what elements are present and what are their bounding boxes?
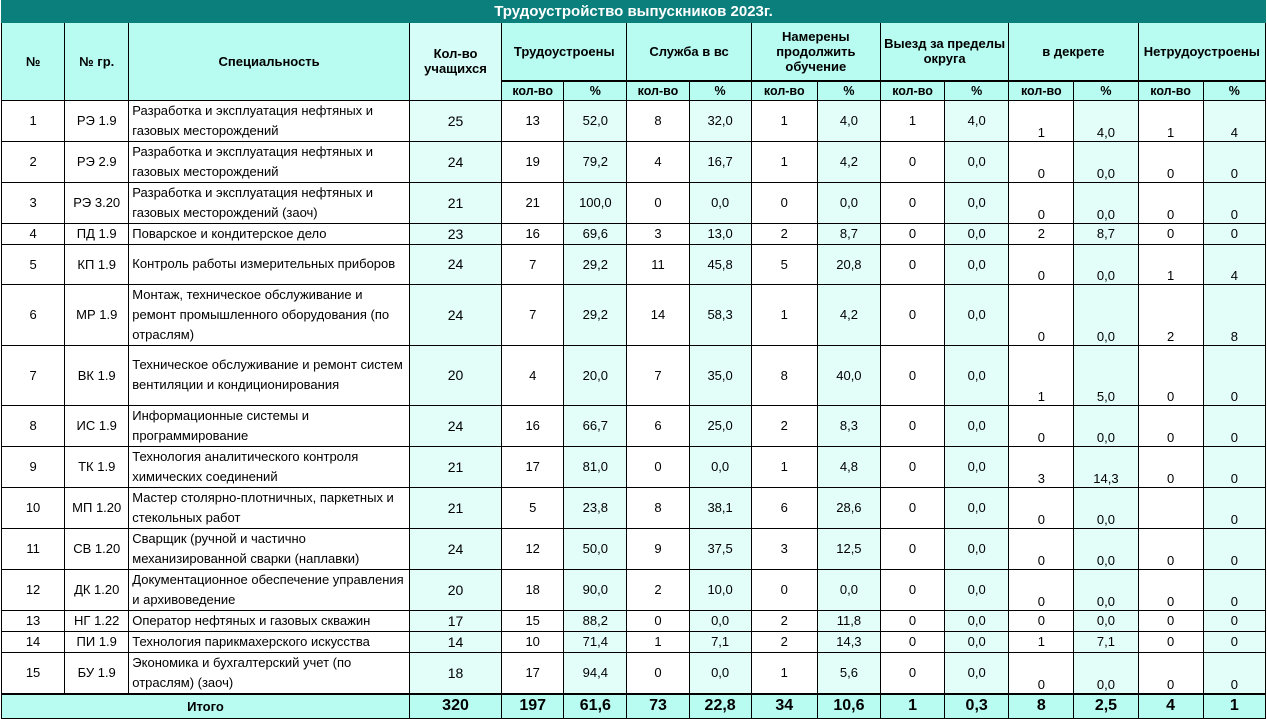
row-army-count: 4: [627, 141, 689, 182]
header-leave: Выезд за пределы округа: [880, 23, 1008, 81]
header-army: Служба в вс: [627, 23, 751, 81]
total-label: Итого: [2, 694, 410, 719]
row-army-percent: 10,0: [689, 569, 751, 610]
table-row: [2, 182, 1266, 223]
row-specialty: Техническое обслуживание и ремонт систем вентиляции и кондиционирования: [129, 345, 410, 405]
row-unemployed-count: [1138, 487, 1203, 528]
row-specialty: Разработка и эксплуатация нефтяных и газовых месторождений: [129, 141, 410, 182]
row-leave-count: 0: [880, 569, 944, 610]
row-leave-percent: 0,0: [945, 528, 1009, 569]
row-maternity-count: 1: [1009, 100, 1074, 141]
row-unemployed-percent: 8: [1203, 284, 1265, 345]
row-army-percent: 58,3: [689, 284, 751, 345]
subheader-percent: %: [564, 81, 627, 101]
row-maternity-percent: 0,0: [1074, 487, 1138, 528]
row-employed-percent: 20,0: [564, 345, 627, 405]
row-num: 2: [2, 141, 65, 182]
row-army-percent: 38,1: [689, 487, 751, 528]
total-unemp-n: 4: [1138, 694, 1203, 719]
row-study-count: 5: [751, 244, 817, 284]
row-study-count: 1: [751, 284, 817, 345]
row-employed-percent: 29,2: [564, 244, 627, 284]
row-maternity-percent: 0,0: [1074, 141, 1138, 182]
table-row: [2, 141, 1266, 182]
row-employed-count: 21: [502, 182, 564, 223]
row-group: РЭ 1.9: [65, 100, 129, 141]
row-study-percent: 8,7: [817, 223, 880, 244]
subheader-percent: %: [945, 81, 1009, 101]
table-row: [2, 528, 1266, 569]
row-group: КП 1.9: [65, 244, 129, 284]
row-unemployed-count: 0: [1138, 182, 1203, 223]
row-employed-percent: 52,0: [564, 100, 627, 141]
row-leave-count: 0: [880, 141, 944, 182]
row-students: 21: [409, 487, 501, 528]
row-study-count: 2: [751, 223, 817, 244]
row-army-count: 11: [627, 244, 689, 284]
subheader-count: кол-во: [627, 81, 689, 101]
total-leave-p: 0,3: [945, 694, 1009, 719]
row-army-percent: 35,0: [689, 345, 751, 405]
row-specialty: Монтаж, техническое обслуживание и ремонт промышленного оборудования (по отраслям): [129, 284, 410, 345]
row-unemployed-percent: 0: [1203, 528, 1265, 569]
header-specialty: Специальность: [129, 23, 410, 101]
row-employed-count: 19: [502, 141, 564, 182]
row-maternity-percent: 0,0: [1074, 569, 1138, 610]
row-students: 17: [409, 610, 501, 631]
total-study-p: 10,6: [817, 694, 880, 719]
total-army-p: 22,8: [689, 694, 751, 719]
row-unemployed-percent: 0: [1203, 446, 1265, 487]
row-num: 1: [2, 100, 65, 141]
table-row: [2, 569, 1266, 610]
row-leave-count: 0: [880, 345, 944, 405]
row-students: 25: [409, 100, 501, 141]
row-study-count: 2: [751, 610, 817, 631]
row-army-count: 0: [627, 652, 689, 694]
row-army-percent: 0,0: [689, 446, 751, 487]
header-num: №: [2, 23, 65, 101]
row-leave-percent: 0,0: [945, 631, 1009, 652]
row-employed-count: 16: [502, 405, 564, 446]
row-maternity-percent: 5,0: [1074, 345, 1138, 405]
row-specialty: Разработка и эксплуатация нефтяных и газовых месторождений (заоч): [129, 182, 410, 223]
row-unemployed-count: 2: [1138, 284, 1203, 345]
row-study-percent: 4,2: [817, 141, 880, 182]
row-unemployed-percent: 4: [1203, 244, 1265, 284]
row-maternity-count: 0: [1009, 528, 1074, 569]
row-army-count: 9: [627, 528, 689, 569]
row-army-percent: 7,1: [689, 631, 751, 652]
row-leave-percent: 0,0: [945, 652, 1009, 694]
row-specialty: Технология аналитического контроля химических соединений: [129, 446, 410, 487]
row-num: 11: [2, 528, 65, 569]
row-group: РЭ 3.20: [65, 182, 129, 223]
row-leave-percent: 0,0: [945, 244, 1009, 284]
row-employed-percent: 23,8: [564, 487, 627, 528]
row-maternity-count: 0: [1009, 141, 1074, 182]
row-maternity-count: 0: [1009, 652, 1074, 694]
row-group: ТК 1.9: [65, 446, 129, 487]
row-army-percent: 37,5: [689, 528, 751, 569]
row-unemployed-percent: 0: [1203, 487, 1265, 528]
row-leave-count: 0: [880, 610, 944, 631]
row-leave-percent: 0,0: [945, 223, 1009, 244]
row-maternity-count: 0: [1009, 487, 1074, 528]
row-unemployed-percent: 0: [1203, 141, 1265, 182]
row-leave-count: 0: [880, 487, 944, 528]
row-maternity-percent: 4,0: [1074, 100, 1138, 141]
row-maternity-count: 3: [1009, 446, 1074, 487]
row-maternity-count: 0: [1009, 244, 1074, 284]
row-unemployed-count: 0: [1138, 446, 1203, 487]
row-num: 8: [2, 405, 65, 446]
subheader-percent: %: [689, 81, 751, 101]
header-unemployed: Нетрудоустроены: [1138, 23, 1265, 81]
row-unemployed-count: 0: [1138, 631, 1203, 652]
subheader-percent: %: [1074, 81, 1138, 101]
table-row: [2, 446, 1266, 487]
row-unemployed-count: 0: [1138, 652, 1203, 694]
row-army-count: 1: [627, 631, 689, 652]
row-students: 24: [409, 244, 501, 284]
row-unemployed-percent: 4: [1203, 100, 1265, 141]
row-group: ПД 1.9: [65, 223, 129, 244]
row-maternity-percent: 0,0: [1074, 284, 1138, 345]
total-emp-p: 61,6: [564, 694, 627, 719]
row-maternity-count: 0: [1009, 569, 1074, 610]
row-unemployed-count: 1: [1138, 100, 1203, 141]
row-maternity-percent: 0,0: [1074, 182, 1138, 223]
row-leave-count: 0: [880, 631, 944, 652]
table-row: [2, 631, 1266, 652]
row-leave-count: 1: [880, 100, 944, 141]
row-num: 7: [2, 345, 65, 405]
header-students: Кол-во учащихся: [409, 23, 501, 101]
row-army-count: 0: [627, 610, 689, 631]
row-study-percent: 4,8: [817, 446, 880, 487]
row-army-percent: 0,0: [689, 652, 751, 694]
row-students: 21: [409, 182, 501, 223]
table-row: [2, 223, 1266, 244]
row-unemployed-percent: 0: [1203, 182, 1265, 223]
row-study-percent: 40,0: [817, 345, 880, 405]
row-leave-percent: 0,0: [945, 569, 1009, 610]
row-num: 15: [2, 652, 65, 694]
row-army-count: 0: [627, 182, 689, 223]
row-specialty: Мастер столярно-плотничных, паркетных и стекольных работ: [129, 487, 410, 528]
row-employed-percent: 94,4: [564, 652, 627, 694]
total-students: 320: [409, 694, 501, 719]
table-row: [2, 284, 1266, 345]
row-maternity-percent: 0,0: [1074, 244, 1138, 284]
subheader-count: кол-во: [751, 81, 817, 101]
row-study-percent: 4,2: [817, 284, 880, 345]
header-group: № гр.: [65, 23, 129, 101]
row-leave-percent: 0,0: [945, 610, 1009, 631]
row-leave-percent: 0,0: [945, 182, 1009, 223]
table-row: [2, 244, 1266, 284]
row-leave-percent: 0,0: [945, 284, 1009, 345]
row-leave-count: 0: [880, 182, 944, 223]
row-army-count: 8: [627, 487, 689, 528]
row-army-percent: 16,7: [689, 141, 751, 182]
row-study-count: 1: [751, 141, 817, 182]
row-num: 12: [2, 569, 65, 610]
row-unemployed-percent: 0: [1203, 652, 1265, 694]
row-study-percent: 0,0: [817, 569, 880, 610]
row-study-percent: 5,6: [817, 652, 880, 694]
row-army-percent: 0,0: [689, 610, 751, 631]
row-num: 6: [2, 284, 65, 345]
row-army-count: 0: [627, 446, 689, 487]
row-employed-count: 17: [502, 652, 564, 694]
row-num: 9: [2, 446, 65, 487]
row-study-percent: 14,3: [817, 631, 880, 652]
row-students: 20: [409, 345, 501, 405]
row-unemployed-percent: 0: [1203, 569, 1265, 610]
row-study-percent: 20,8: [817, 244, 880, 284]
row-army-percent: 45,8: [689, 244, 751, 284]
row-specialty: Оператор нефтяных и газовых скважин: [129, 610, 410, 631]
row-num: 5: [2, 244, 65, 284]
row-maternity-percent: 0,0: [1074, 528, 1138, 569]
row-students: 14: [409, 631, 501, 652]
table-row: [2, 487, 1266, 528]
total-emp-n: 197: [502, 694, 564, 719]
subheader-percent: %: [817, 81, 880, 101]
row-num: 13: [2, 610, 65, 631]
row-employed-percent: 100,0: [564, 182, 627, 223]
row-unemployed-count: 1: [1138, 244, 1203, 284]
row-leave-count: 0: [880, 223, 944, 244]
subheader-count: кол-во: [880, 81, 944, 101]
row-employed-count: 17: [502, 446, 564, 487]
row-study-percent: 12,5: [817, 528, 880, 569]
row-unemployed-count: 0: [1138, 405, 1203, 446]
row-maternity-percent: 0,0: [1074, 610, 1138, 631]
row-employed-percent: 69,6: [564, 223, 627, 244]
subheader-count: кол-во: [1009, 81, 1074, 101]
table-row: [2, 100, 1266, 141]
row-leave-percent: 0,0: [945, 446, 1009, 487]
row-group: НГ 1.22: [65, 610, 129, 631]
row-leave-count: 0: [880, 652, 944, 694]
total-mat-n: 8: [1009, 694, 1074, 719]
row-study-count: 1: [751, 446, 817, 487]
row-employed-count: 12: [502, 528, 564, 569]
row-employed-count: 5: [502, 487, 564, 528]
row-students: 20: [409, 569, 501, 610]
row-study-count: 2: [751, 405, 817, 446]
row-employed-percent: 81,0: [564, 446, 627, 487]
row-maternity-percent: 8,7: [1074, 223, 1138, 244]
row-leave-count: 0: [880, 284, 944, 345]
row-specialty: Экономика и бухгалтерский учет (по отраслям) (заоч): [129, 652, 410, 694]
total-army-n: 73: [627, 694, 689, 719]
row-group: ДК 1.20: [65, 569, 129, 610]
row-study-percent: 4,0: [817, 100, 880, 141]
row-study-count: 6: [751, 487, 817, 528]
row-specialty: Документационное обеспечение управления и архивоведение: [129, 569, 410, 610]
header-employed: Трудоустроены: [502, 23, 627, 81]
row-specialty: Сварщик (ручной и частично механизированной сварки (наплавки): [129, 528, 410, 569]
header-maternity: в декрете: [1009, 23, 1138, 81]
row-maternity-count: 1: [1009, 631, 1074, 652]
row-unemployed-percent: 0: [1203, 345, 1265, 405]
row-maternity-count: 2: [1009, 223, 1074, 244]
row-leave-percent: 0,0: [945, 345, 1009, 405]
row-num: 3: [2, 182, 65, 223]
row-specialty: Контроль работы измерительных приборов: [129, 244, 410, 284]
row-students: 21: [409, 446, 501, 487]
row-leave-percent: 0,0: [945, 141, 1009, 182]
total-unemp-p: 1: [1203, 694, 1265, 719]
row-employed-count: 16: [502, 223, 564, 244]
row-num: 14: [2, 631, 65, 652]
row-employed-percent: 50,0: [564, 528, 627, 569]
row-employed-percent: 29,2: [564, 284, 627, 345]
row-army-count: 2: [627, 569, 689, 610]
table-row: [2, 405, 1266, 446]
subheader-count: кол-во: [1138, 81, 1203, 101]
row-maternity-percent: 14,3: [1074, 446, 1138, 487]
row-army-percent: 0,0: [689, 182, 751, 223]
row-specialty: Информационные системы и программирование: [129, 405, 410, 446]
row-army-percent: 13,0: [689, 223, 751, 244]
row-unemployed-percent: 0: [1203, 223, 1265, 244]
subheader-percent: %: [1203, 81, 1265, 101]
row-army-count: 7: [627, 345, 689, 405]
row-num: 4: [2, 223, 65, 244]
row-maternity-percent: 0,0: [1074, 405, 1138, 446]
row-group: СВ 1.20: [65, 528, 129, 569]
row-employed-count: 18: [502, 569, 564, 610]
row-unemployed-count: 0: [1138, 223, 1203, 244]
row-unemployed-count: 0: [1138, 141, 1203, 182]
row-students: 23: [409, 223, 501, 244]
row-study-percent: 11,8: [817, 610, 880, 631]
row-study-count: 2: [751, 631, 817, 652]
row-study-percent: 0,0: [817, 182, 880, 223]
table-row: [2, 610, 1266, 631]
total-row: [2, 694, 1266, 719]
row-unemployed-percent: 0: [1203, 405, 1265, 446]
row-maternity-count: 1: [1009, 345, 1074, 405]
table-row: [2, 652, 1266, 694]
row-study-percent: 28,6: [817, 487, 880, 528]
row-maternity-percent: 0,0: [1074, 652, 1138, 694]
row-group: МР 1.9: [65, 284, 129, 345]
total-mat-p: 2,5: [1074, 694, 1138, 719]
row-army-percent: 25,0: [689, 405, 751, 446]
row-employed-count: 7: [502, 284, 564, 345]
row-students: 24: [409, 284, 501, 345]
row-students: 24: [409, 528, 501, 569]
employment-table: [1, 0, 1266, 719]
row-unemployed-percent: 0: [1203, 610, 1265, 631]
row-study-count: 3: [751, 528, 817, 569]
row-leave-percent: 4,0: [945, 100, 1009, 141]
table-title: Трудоустройство выпускников 2023г.: [2, 1, 1266, 23]
row-num: 10: [2, 487, 65, 528]
row-leave-percent: 0,0: [945, 405, 1009, 446]
total-study-n: 34: [751, 694, 817, 719]
row-unemployed-count: 0: [1138, 528, 1203, 569]
row-students: 24: [409, 405, 501, 446]
row-maternity-count: 0: [1009, 405, 1074, 446]
row-army-count: 6: [627, 405, 689, 446]
row-leave-count: 0: [880, 244, 944, 284]
row-group: БУ 1.9: [65, 652, 129, 694]
row-employed-percent: 71,4: [564, 631, 627, 652]
row-specialty: Разработка и эксплуатация нефтяных и газовых месторождений: [129, 100, 410, 141]
row-group: РЭ 2.9: [65, 141, 129, 182]
row-study-percent: 8,3: [817, 405, 880, 446]
row-study-count: 1: [751, 652, 817, 694]
row-group: ПИ 1.9: [65, 631, 129, 652]
row-army-count: 14: [627, 284, 689, 345]
row-leave-count: 0: [880, 528, 944, 569]
row-employed-count: 13: [502, 100, 564, 141]
row-employed-percent: 88,2: [564, 610, 627, 631]
row-study-count: 8: [751, 345, 817, 405]
row-unemployed-count: 0: [1138, 345, 1203, 405]
row-leave-percent: 0,0: [945, 487, 1009, 528]
row-students: 18: [409, 652, 501, 694]
row-unemployed-percent: 0: [1203, 631, 1265, 652]
row-maternity-count: 0: [1009, 182, 1074, 223]
row-group: МП 1.20: [65, 487, 129, 528]
row-maternity-count: 0: [1009, 284, 1074, 345]
row-study-count: 1: [751, 100, 817, 141]
row-students: 24: [409, 141, 501, 182]
row-maternity-count: 0: [1009, 610, 1074, 631]
row-employed-percent: 66,7: [564, 405, 627, 446]
subheader-count: кол-во: [502, 81, 564, 101]
row-specialty: Технология парикмахерского искусства: [129, 631, 410, 652]
row-employed-count: 7: [502, 244, 564, 284]
table-row: [2, 345, 1266, 405]
row-unemployed-count: 0: [1138, 569, 1203, 610]
row-employed-percent: 90,0: [564, 569, 627, 610]
row-army-count: 8: [627, 100, 689, 141]
row-employed-percent: 79,2: [564, 141, 627, 182]
row-maternity-percent: 7,1: [1074, 631, 1138, 652]
total-leave-n: 1: [880, 694, 944, 719]
row-group: ВК 1.9: [65, 345, 129, 405]
row-employed-count: 4: [502, 345, 564, 405]
row-leave-count: 0: [880, 405, 944, 446]
header-study: Намерены продолжить обучение: [751, 23, 880, 81]
row-study-count: 0: [751, 569, 817, 610]
row-army-percent: 32,0: [689, 100, 751, 141]
row-group: ИС 1.9: [65, 405, 129, 446]
row-unemployed-count: 0: [1138, 610, 1203, 631]
row-employed-count: 10: [502, 631, 564, 652]
row-specialty: Поварское и кондитерское дело: [129, 223, 410, 244]
row-employed-count: 15: [502, 610, 564, 631]
row-army-count: 3: [627, 223, 689, 244]
row-study-count: 0: [751, 182, 817, 223]
row-leave-count: 0: [880, 446, 944, 487]
